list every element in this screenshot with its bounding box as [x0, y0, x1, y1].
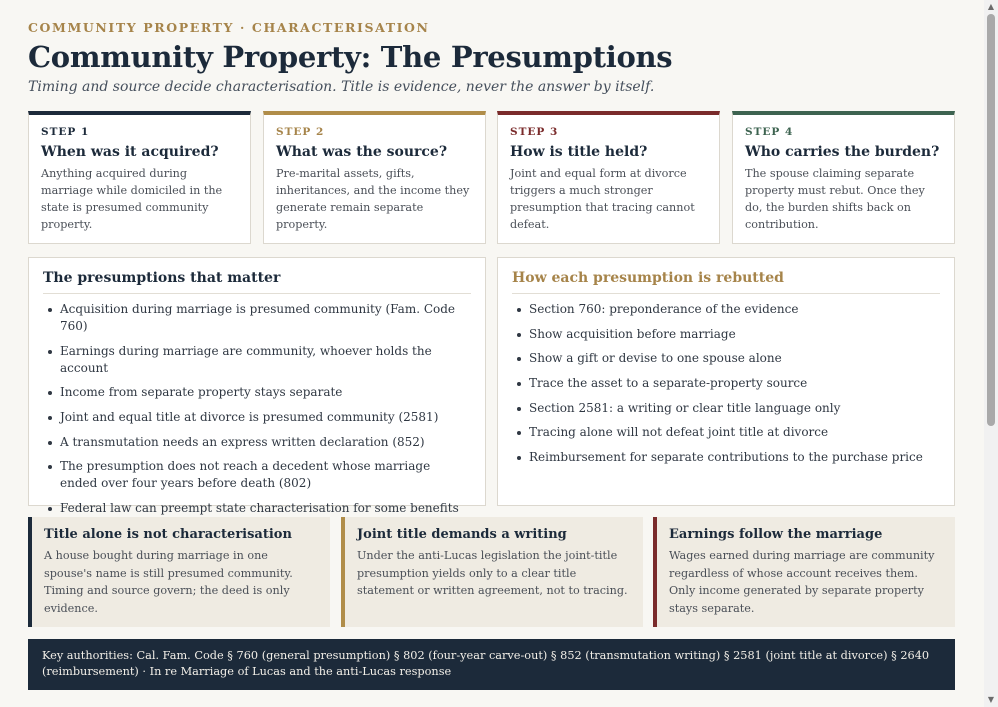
presumptions-panel [28, 257, 486, 516]
scroll-down-arrow-icon[interactable]: ▼ [987, 695, 995, 704]
list-item: Show a gift or devise to one spouse alone [512, 350, 940, 367]
scroll-up-arrow-icon[interactable]: ▲ [987, 2, 995, 11]
rebuttals-panel [497, 257, 955, 506]
note-card-2 [341, 517, 643, 627]
presumptions-list [43, 301, 471, 517]
presumptions-heading: The presumptions that matter [43, 268, 471, 294]
notes-row [28, 517, 955, 627]
page-subtitle: Timing and source decide characterisation. Title is evidence, never the answer by itself. [28, 79, 655, 95]
step-body: Pre-marital assets, gifts, inheritances, and the income they generate remain separate property. [276, 167, 470, 231]
note-heading: Title alone is not characterisation [44, 527, 292, 542]
list-item: Reimbursement for separate contributions to the purchase price [512, 449, 940, 466]
list-item: The presumption does not reach a decedent whose marriage ended over four years before death (802) [43, 458, 471, 492]
step-card-4 [732, 111, 955, 244]
list-item: A transmutation needs an express written declaration (852) [43, 434, 471, 451]
list-item: Section 2581: a writing or clear title language only [512, 400, 940, 417]
note-body: Wages earned during marriage are community regardless of whose account receives them. Only income generated by separate property stays separate. [669, 549, 935, 615]
page-kicker: COMMUNITY PROPERTY · CHARACTERISATION [28, 20, 430, 35]
step-label: STEP 2 [276, 126, 325, 138]
list-item: Income from separate property stays separate [43, 384, 471, 401]
scrollbar-thumb[interactable] [987, 14, 995, 426]
page-title: Community Property: The Presumptions [28, 40, 673, 74]
note-body: A house bought during marriage in one spouse's name is still presumed community. Timing and source govern; the deed is only evidence. [44, 549, 293, 615]
page [28, 0, 955, 678]
step-label: STEP 3 [510, 126, 559, 138]
step-body: Joint and equal form at divorce triggers a much stronger presumption that tracing cannot defeat. [510, 167, 695, 231]
steps-row [28, 111, 955, 245]
note-card-1 [28, 517, 330, 627]
panels-row [28, 257, 955, 516]
step-body: Anything acquired during marriage while domiciled in the state is presumed community property. [41, 167, 223, 231]
note-body: Under the anti-Lucas legislation the joint-title presumption yields only to a clear title statement or written agreement, not to tracing. [357, 549, 628, 597]
list-item: Joint and equal title at divorce is presumed community (2581) [43, 409, 471, 426]
step-question: Who carries the burden? [745, 144, 940, 160]
rebuttals-list [512, 301, 940, 466]
list-item: Federal law can preempt state characterisation for some benefits [43, 500, 471, 517]
step-card-1 [28, 111, 251, 244]
note-heading: Joint title demands a writing [357, 527, 567, 542]
step-card-3 [497, 111, 720, 244]
list-item: Earnings during marriage are community, whoever holds the account [43, 343, 471, 377]
step-card-2 [263, 111, 486, 244]
step-question: How is title held? [510, 144, 648, 160]
vertical-scrollbar[interactable] [984, 0, 998, 707]
step-label: STEP 1 [41, 126, 90, 138]
note-card-3 [653, 517, 955, 627]
list-item: Tracing alone will not defeat joint title at divorce [512, 424, 940, 441]
step-body: The spouse claiming separate property must rebut. Once they do, the burden shifts back on contribution. [745, 167, 925, 231]
note-heading: Earnings follow the marriage [669, 527, 883, 542]
list-item: Section 760: preponderance of the evidence [512, 301, 940, 318]
step-question: What was the source? [276, 144, 448, 160]
rebuttals-heading: How each presumption is rebutted [512, 268, 940, 294]
step-label: STEP 4 [745, 126, 794, 138]
key-authorities-bar: Key authorities: Cal. Fam. Code § 760 (general presumption) § 802 (four-year carve-out) § 852 (transmutation writing) § 2581 (joint title at divorce) § 2640 (reimbursement) · In re Marriage of Lucas and the anti-Lucas response [28, 639, 955, 690]
list-item: Show acquisition before marriage [512, 326, 940, 343]
list-item: Trace the asset to a separate-property source [512, 375, 940, 392]
list-item: Acquisition during marriage is presumed community (Fam. Code 760) [43, 301, 471, 335]
step-question: When was it acquired? [41, 144, 219, 160]
